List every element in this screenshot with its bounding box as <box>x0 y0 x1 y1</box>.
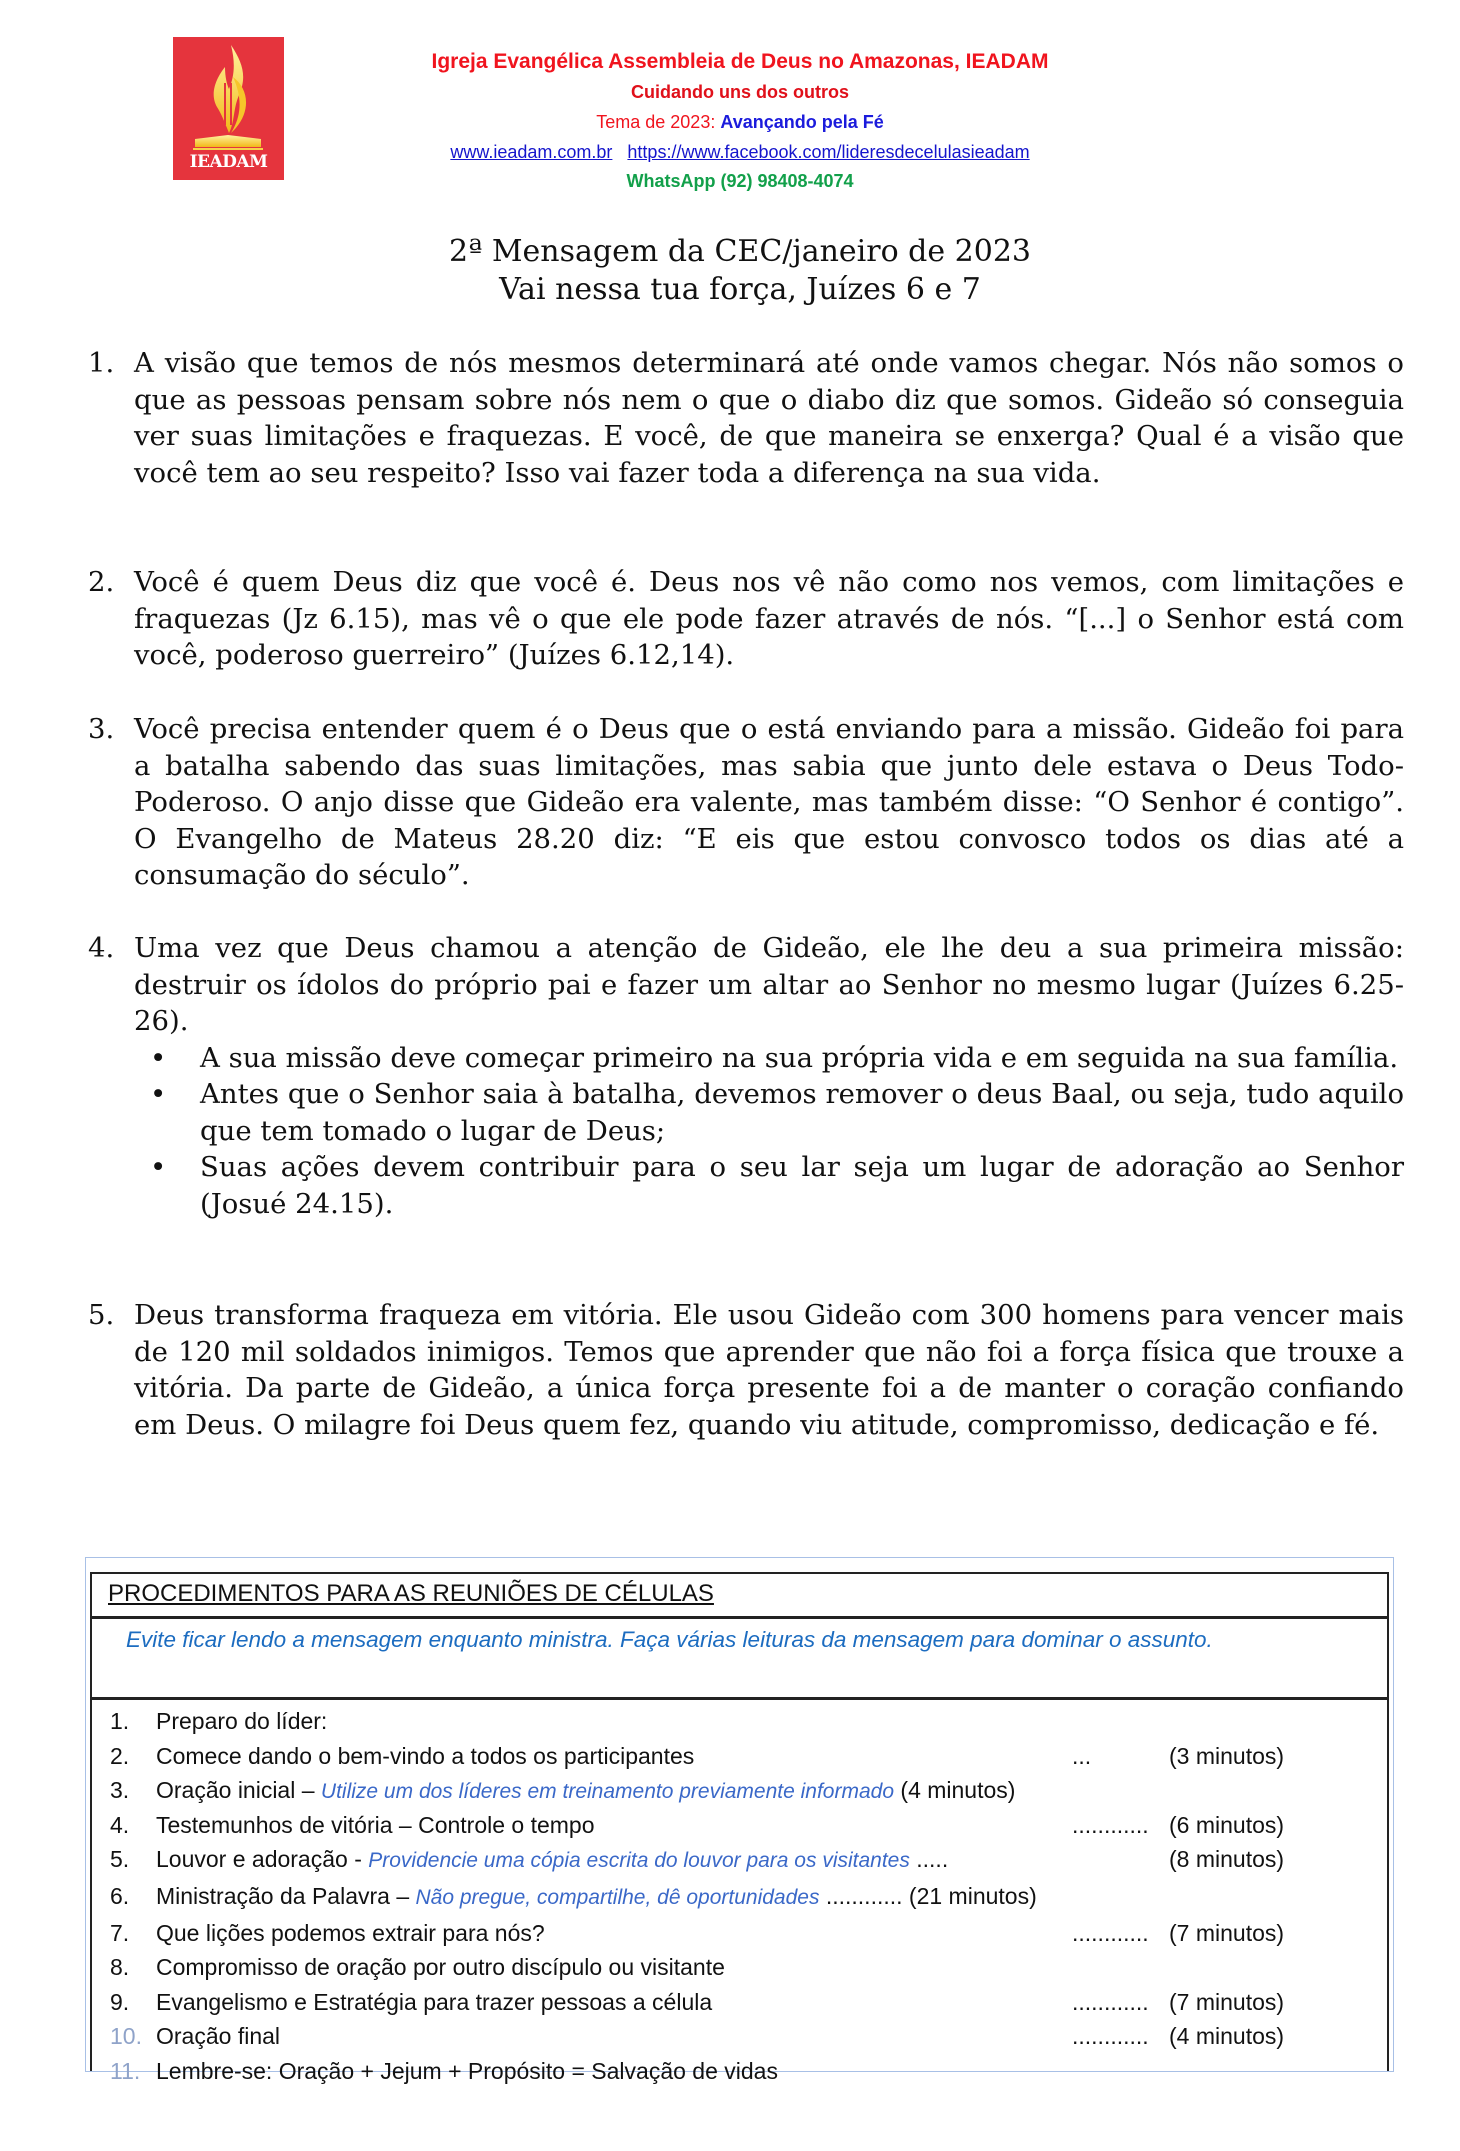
procedure-step <box>92 1704 1387 1739</box>
step-number: 9. <box>110 1988 130 2015</box>
bullet-item <box>88 1149 1404 1222</box>
procedure-step <box>92 1808 1387 1843</box>
step-number: 3. <box>110 1777 130 1803</box>
step-text <box>156 1950 725 1985</box>
procedure-step <box>92 2054 1387 2089</box>
step-note: Providencie uma cópia escrita do louvor para os visitantes <box>368 1849 910 1872</box>
point-text: Você é quem Deus diz que você é. Deus nos vê não como nos vemos, com limitações e fraquezas (Jz 6.15), mas vê o que ele pode fazer através de nós. “[...] o Senhor está com você, poderoso guerreiro” (Juízes 6.12,14). <box>134 566 1404 671</box>
step-label: Lembre-se: Oração + Jejum + Propósito = Salvação de vidas <box>156 2057 778 2084</box>
point-text: A visão que temos de nós mesmos determinará até onde vamos chegar. Nós não somos o que as pessoas pensam sobre nós nem o que o diabo diz que somos. Gideão só conseguia ver suas limitações e fraquezas. E você, de que maneira se enxerga? Qual é a visão que você tem ao seu respeito? Isso vai fazer toda a diferença na sua vida. <box>134 347 1404 489</box>
point-text: Uma vez que Deus chamou a atenção de Gideão, ele lhe deu a sua primeira missão: destruir os ídolos do próprio pai e fazer um altar ao Senhor no mesmo lugar (Juízes 6.25-26). <box>134 932 1404 1037</box>
step-number: 8. <box>110 1954 130 1980</box>
procedure-step <box>92 1950 1387 1985</box>
website-link[interactable]: www.ieadam.com.br <box>450 142 613 162</box>
step-leader-dots: ............ <box>825 1882 903 1909</box>
bullet-icon: • <box>150 1078 167 1110</box>
procedure-step <box>92 1916 1387 1951</box>
step-leader-dots: ............ <box>1072 2023 1149 2049</box>
step-note: Utilize um dos líderes em treinamento previamente informado <box>320 1780 895 1803</box>
facebook-link[interactable]: https://www.facebook.com/lideresdecelulasieadam <box>627 142 1030 162</box>
step-duration: (6 minutos) <box>1169 1811 1285 1838</box>
step-text <box>156 1739 694 1774</box>
point-1 <box>88 345 1404 491</box>
procedure-step <box>92 1985 1387 2020</box>
point-text: Deus transforma fraqueza em vitória. Ele usou Gideão com 300 homens para vencer mais de 120 mil soldados inimigos. Temos que aprender que não foi a força física que trouxe a vitória. Da parte de Gideão, a única força presente foi a de manter o coração confiando em Deus. O milagre foi Deus quem fez, quando viu atitude, compromisso, dedicação e fé. <box>134 1299 1404 1441</box>
step-duration: (7 minutos) <box>1169 1919 1285 1946</box>
procedure-step <box>92 1739 1387 1774</box>
procedure-step <box>92 1842 1387 1877</box>
bullet-text: Suas ações devem contribuir para o seu lar seja um lugar de adoração ao Senhor (Josué 24.15). <box>200 1151 1404 1220</box>
step-number: 5. <box>110 1846 130 1872</box>
links-line <box>300 140 1180 164</box>
step-leader-dots: ..... <box>916 1846 949 1872</box>
church-name: Igreja Evangélica Assembleia de Deus no Amazonas, IEADAM <box>431 50 1049 73</box>
step-text <box>156 2054 778 2089</box>
point-number: 2. <box>88 566 115 598</box>
step-leader-dots: ............ <box>1072 1919 1149 1946</box>
point-4-bullets <box>88 1040 1404 1223</box>
step-label: Ministração da Palavra – <box>156 1882 416 1909</box>
procedures-heading <box>92 1574 1387 1619</box>
step-label: Testemunhos de vitória – Controle o tempo <box>156 1811 595 1838</box>
motto: Cuidando uns dos outros <box>631 82 849 102</box>
point-3 <box>88 711 1404 894</box>
procedure-step <box>92 1877 1387 1916</box>
step-number: 7. <box>110 1919 130 1946</box>
step-label: Compromisso de oração por outro discípulo ou visitante <box>156 1954 725 1980</box>
procedures-box <box>85 1557 1394 2084</box>
step-number: 6. <box>110 1882 130 1909</box>
step-label: Evangelismo e Estratégia para trazer pessoas a célula <box>156 1988 713 2015</box>
step-label: Louvor e adoração - <box>156 1846 369 1872</box>
point-2 <box>88 564 1404 674</box>
procedures-table <box>90 1572 1389 2084</box>
document-title: 2ª Mensagem da CEC/janeiro de 2023 <box>448 234 1032 269</box>
bullet-icon: • <box>150 1151 167 1183</box>
point-text: Você precisa entender quem é o Deus que o está enviando para a missão. Gideão foi para a batalha sabendo das suas limitações, mas sabia que junto dele estava o Deus Todo-Poderoso. O anjo disse que Gideão era valente, mas também disse: “O Senhor é contigo”. O Evangelho de Mateus 28.20 diz: “E eis que estou convosco todos os dias até a consumação do século”. <box>134 713 1404 891</box>
step-text <box>156 1773 1015 1810</box>
procedure-step <box>92 2019 1387 2054</box>
bullet-item <box>88 1040 1404 1077</box>
step-leader-dots: ... <box>1072 1742 1092 1769</box>
step-text <box>156 1842 948 1879</box>
step-label: Oração final <box>156 2023 281 2049</box>
bullet-text: Antes que o Senhor saia à batalha, devemos remover o deus Baal, ou seja, tudo aquilo que tem tomado o lugar de Deus; <box>200 1078 1404 1147</box>
step-leader-dots: ............ <box>1072 1988 1149 2015</box>
step-duration: (21 minutos) <box>908 1882 1037 1909</box>
step-number: 4. <box>110 1811 130 1838</box>
step-text <box>156 1916 545 1951</box>
point-number: 5. <box>88 1299 115 1331</box>
document-subtitle: Vai nessa tua força, Juízes 6 e 7 <box>499 272 981 307</box>
step-duration: (4 minutos) <box>900 1777 1016 1803</box>
logo-text: IEADAM <box>189 152 268 172</box>
step-text <box>156 2019 280 2054</box>
step-note: Não pregue, compartilhe, dê oportunidades <box>415 1885 820 1909</box>
bullet-text: A sua missão deve começar primeiro na sua própria vida e em seguida na sua família. <box>200 1041 1399 1074</box>
point-5 <box>88 1297 1404 1443</box>
bullet-item <box>88 1076 1404 1149</box>
procedures-steps <box>92 1700 1387 2088</box>
point-number: 3. <box>88 713 115 745</box>
step-text <box>156 1877 1037 1917</box>
point-4 <box>88 930 1404 1222</box>
step-label: Preparo do líder: <box>156 1708 328 1734</box>
theme-line <box>300 110 1180 134</box>
step-label: Oração inicial – <box>156 1777 321 1803</box>
step-text <box>156 1704 327 1739</box>
step-label: Comece dando o bem-vindo a todos os participantes <box>156 1742 695 1769</box>
point-number: 4. <box>88 932 115 964</box>
step-text <box>156 1985 712 2020</box>
point-number: 1. <box>88 347 115 379</box>
procedures-heading-text: PROCEDIMENTOS PARA AS REUNIÕES DE CÉLULAS <box>108 1580 714 1607</box>
step-duration: (8 minutos) <box>1169 1846 1285 1872</box>
theme-label: Tema de 2023: <box>596 112 716 132</box>
step-duration: (7 minutos) <box>1169 1988 1285 2015</box>
theme-value: Avançando pela Fé <box>720 112 884 132</box>
step-duration: (3 minutos) <box>1169 1742 1285 1769</box>
step-number: 11. <box>110 2057 141 2084</box>
procedure-step <box>92 1773 1387 1808</box>
ieadam-logo <box>173 37 284 180</box>
whatsapp-contact: WhatsApp (92) 98408-4074 <box>626 171 854 191</box>
step-number: 2. <box>110 1742 130 1769</box>
step-label: Que lições podemos extrair para nós? <box>156 1919 545 1946</box>
procedures-intro: Evite ficar lendo a mensagem enquanto ministra. Faça várias leituras da mensagem para dominar o assunto. <box>92 1619 1387 1700</box>
step-number: 1. <box>110 1708 130 1734</box>
step-number: 10. <box>110 2023 142 2049</box>
step-leader-dots: ............ <box>1072 1811 1149 1838</box>
step-duration: (4 minutos) <box>1169 2023 1285 2049</box>
bullet-icon: • <box>150 1041 167 1074</box>
step-text <box>156 1808 595 1843</box>
